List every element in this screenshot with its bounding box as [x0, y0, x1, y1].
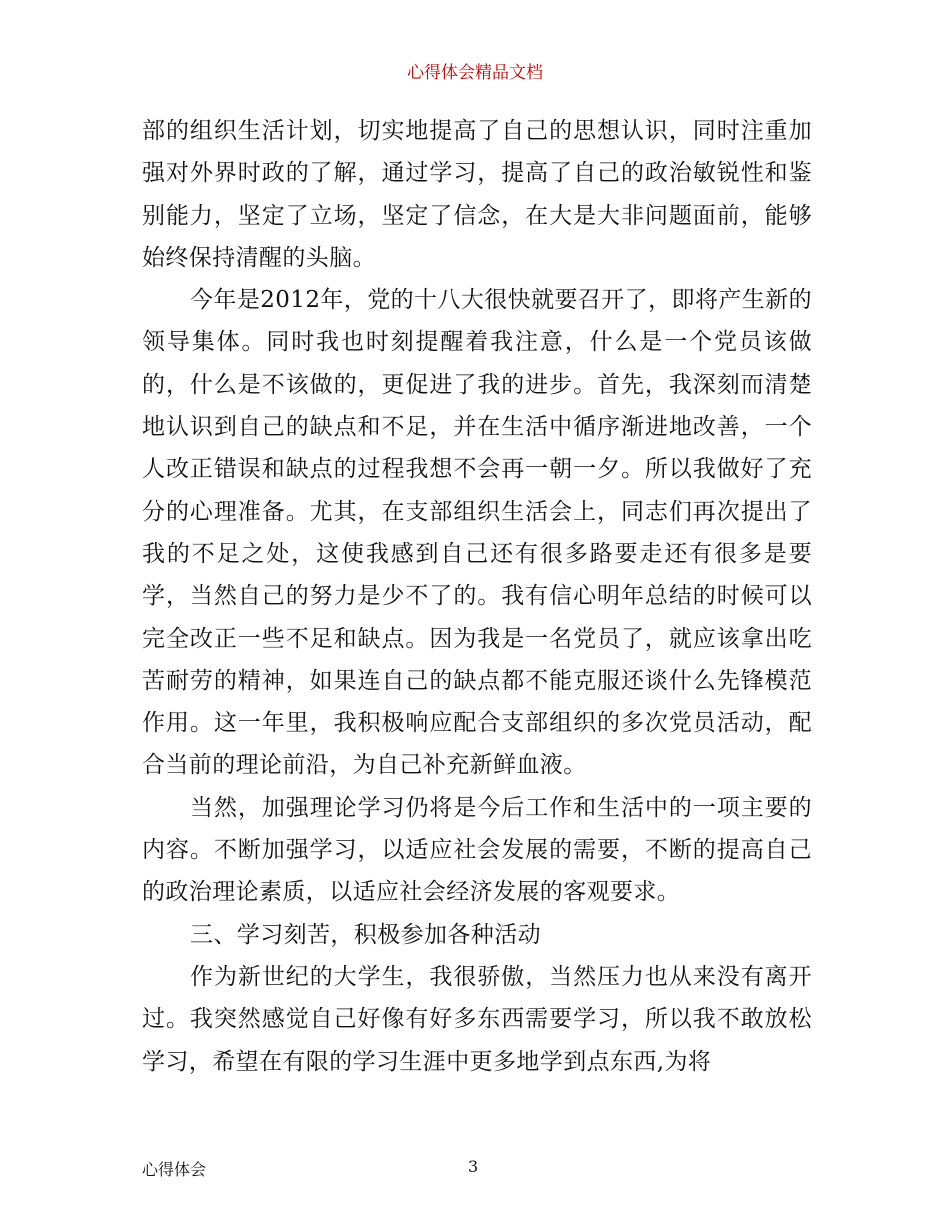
paragraph-3: 当然，加强理论学习仍将是今后工作和生活中的一项主要的内容。不断加强学习，以适应社会发展的需要，不断的提高自己的政治理论素质，以适应社会经济发展的客观要求。 — [142, 794, 812, 906]
paragraph-2: 今年是2012年，党的十八大很快就要召开了，即将产生新的领导集体。同时我也时刻提醒着我注意，什么是一个党员该做的，什么是不该做的，更促进了我的进步。首先，我深刻而清楚地认识到自己的缺点和不足，并在生活中循序渐进地改善，一个人改正错误和缺点的过程我想不会再一朝一夕。所以我做好了充分的心理准备。尤其，在支部组织生活会上，同志们再次提出了我的不足之处，这使我感到自己还有很多路要走还有很多是要学，当然自己的努力是少不了的。我有信心明年总结的时候可以完全改正一些不足和缺点。因为我是一名党员了，就应该拿出吃苦耐劳的精神，如果连自己的缺点都不能克服还谈什么先锋模范作用。这一年里，我积极响应配合支部组织的多次党员活动，配合当前的理论前沿，为自己补充新鲜血液。 — [142, 287, 812, 779]
document-body — [142, 110, 812, 1083]
paragraph-4: 作为新世纪的大学生，我很骄傲，当然压力也从来没有离开过。我突然感觉自己好像有好多东西需要学习，所以我不敢放松学习，希望在有限的学习生涯中更多地学到点东西,为将 — [142, 963, 812, 1075]
section-heading: 三、学习刻苦，积极参加各种活动 — [190, 921, 541, 948]
page-header-title: 心得体会精品文档 — [407, 63, 543, 83]
paragraph-1: 部的组织生活计划，切实地提高了自己的思想认识，同时注重加强对外界时政的了解，通过学习，提高了自己的政治敏锐性和鉴别能力，坚定了立场，坚定了信念，在大是大非问题面前，能够始终保持清醒的头脑。 — [142, 118, 812, 271]
footer-label: 心得体会 — [142, 1160, 207, 1179]
page-number: 3 — [468, 1157, 479, 1176]
